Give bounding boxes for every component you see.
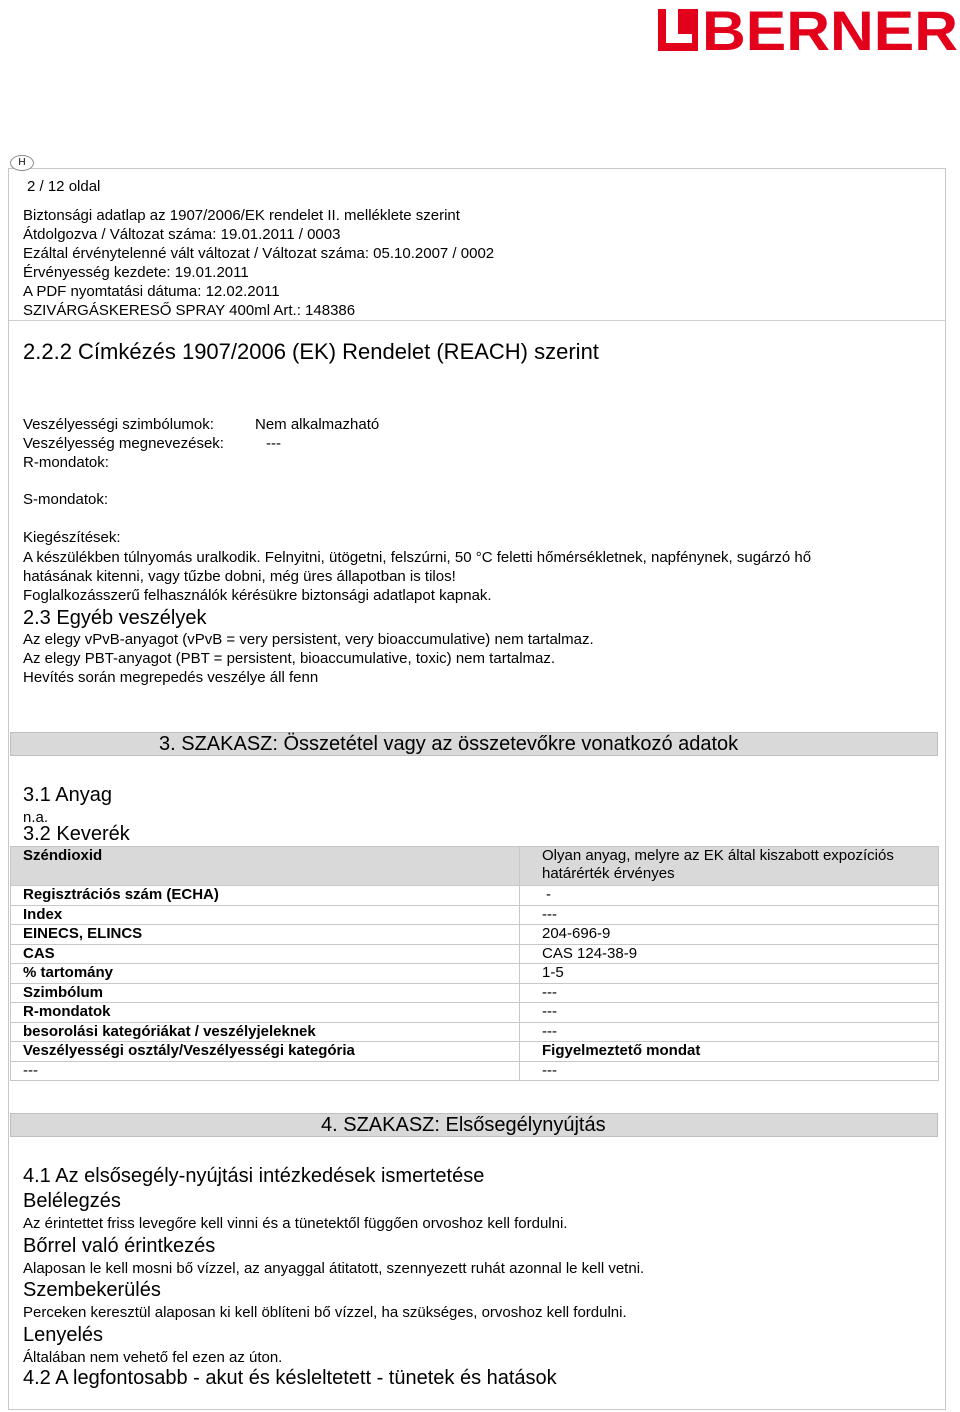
section-4-2-title: 4.2 A legfontosabb - akut és késleltetett - tünetek és hatások <box>23 1367 557 1389</box>
table-cell-key: Széndioxid <box>11 847 520 886</box>
section-4-bar <box>10 1113 938 1137</box>
page-number: 2 / 12 oldal <box>27 178 101 195</box>
header-line-5: A PDF nyomtatási dátuma: 12.02.2011 <box>23 283 280 300</box>
table-cell-key: Szimbólum <box>11 983 520 1003</box>
table-cell-value: Olyan anyag, melyre az EK által kiszabott expozíciós határérték érvényes <box>520 847 939 886</box>
header-line-3: Ezáltal érvénytelenné vált változat / Változat száma: 05.10.2007 / 0002 <box>23 245 495 262</box>
language-badge: H <box>10 155 34 171</box>
header-line-6: SZIVÁRGÁSKERESŐ SPRAY 400ml Art.: 148386 <box>23 302 356 319</box>
r-phrases-label: R-mondatok: <box>23 454 109 471</box>
table-row <box>11 925 939 945</box>
table-cell-value: 204-696-9 <box>520 925 939 945</box>
table-cell-value: --- <box>520 905 939 925</box>
header-divider <box>9 320 945 321</box>
header-line-4: Érvényesség kezdete: 19.01.2011 <box>23 264 249 281</box>
hazard-name-label: Veszélyesség megnevezések: <box>23 435 224 452</box>
header-line-2: Átdolgozva / Változat száma: 19.01.2011 / 0003 <box>23 226 341 243</box>
other-hazard-line-1: Az elegy vPvB-anyagot (vPvB = very persistent, very bioaccumulative) nem tartalmaz. <box>23 631 594 648</box>
table-row <box>11 1003 939 1023</box>
eye-contact-heading: Szembekerülés <box>23 1279 161 1301</box>
table-cell-key: CAS <box>11 944 520 964</box>
table-cell-key: besorolási kategóriákat / veszélyjeleknek <box>11 1022 520 1042</box>
table-row <box>11 944 939 964</box>
table-cell-value: - <box>520 886 939 906</box>
symbols-value: Nem alkalmazható <box>255 416 380 433</box>
table-row <box>11 1022 939 1042</box>
supplements-label: Kiegészítések: <box>23 529 121 546</box>
table-cell-value: CAS 124-38-9 <box>520 944 939 964</box>
other-hazard-line-2: Az elegy PBT-anyagot (PBT = persistent, bioaccumulative, toxic) nem tartalmaz. <box>23 650 556 667</box>
berner-logo <box>656 4 960 54</box>
s-phrases-label: S-mondatok: <box>23 491 109 508</box>
section-3-1-title: 3.1 Anyag <box>23 784 112 806</box>
table-row <box>11 1042 939 1062</box>
hazard-name-value: --- <box>266 435 281 452</box>
table-row <box>11 886 939 906</box>
svg-text:BERNER: BERNER <box>702 4 958 54</box>
table-cell-key: % tartomány <box>11 964 520 984</box>
table-cell-value: Figyelmeztető mondat <box>520 1042 939 1062</box>
other-hazard-line-3: Hevítés során megrepedés veszélye áll fenn <box>23 669 319 686</box>
section-4-1-title: 4.1 Az elsősegély-nyújtási intézkedések ismertetése <box>23 1165 485 1187</box>
table-cell-key: Veszélyességi osztály/Veszélyességi kategória <box>11 1042 520 1062</box>
table-cell-key: Index <box>11 905 520 925</box>
eye-contact-text: Perceken keresztül alaposan ki kell öblíteni bő vízzel, ha szükséges, orvoshoz kell fordulni. <box>23 1304 627 1321</box>
table-cell-value: --- <box>520 1061 939 1081</box>
section-4-title: 4. SZAKASZ: Elsősegélynyújtás <box>321 1114 606 1136</box>
table-cell-key: R-mondatok <box>11 1003 520 1023</box>
symbols-label: Veszélyességi szimbólumok: <box>23 416 214 433</box>
section-3-bar <box>10 732 938 756</box>
ingestion-heading: Lenyelés <box>23 1324 104 1346</box>
skin-contact-text: Alaposan le kell mosni bő vízzel, az anyaggal átitatott, szennyezett ruhát azonnal le kell vetni. <box>23 1260 645 1277</box>
supplement-line-3: Foglalkozásszerű felhasználók kérésükre biztonsági adatlapot kapnak. <box>23 587 492 604</box>
header-line-1: Biztonsági adatlap az 1907/2006/EK rendelet II. melléklete szerint <box>23 207 460 224</box>
composition-table <box>10 846 939 1081</box>
table-row <box>11 905 939 925</box>
ingestion-text: Általában nem vehető fel ezen az úton. <box>23 1349 283 1366</box>
inhalation-heading: Belélegzés <box>23 1190 121 1212</box>
inhalation-text: Az érintettet friss levegőre kell vinni és a tünetektől függően orvoshoz kell fordulni. <box>23 1215 568 1232</box>
table-row <box>11 1061 939 1081</box>
section-2-2-2-title: 2.2.2 Címkézés 1907/2006 (EK) Rendelet (REACH) szerint <box>23 339 599 364</box>
table-cell-key: EINECS, ELINCS <box>11 925 520 945</box>
table-row <box>11 847 939 886</box>
supplement-line-2: hatásának kitenni, vagy tűzbe dobni, még üres állapotban is tilos! <box>23 568 456 585</box>
table-row <box>11 964 939 984</box>
section-3-title: 3. SZAKASZ: Összetétel vagy az összetevőkre vonatkozó adatok <box>159 733 739 755</box>
supplement-line-1: A készülékben túlnyomás uralkodik. Felnyitni, ütögetni, felszúrni, 50 °C feletti hőmérsékletnek, napfénynek, sugárzó hő <box>23 549 812 566</box>
table-cell-value: 1-5 <box>520 964 939 984</box>
table-cell-value: --- <box>520 983 939 1003</box>
table-cell-value: --- <box>520 1003 939 1023</box>
skin-contact-heading: Bőrrel való érintkezés <box>23 1235 216 1257</box>
table-row <box>11 983 939 1003</box>
substance-value: n.a. <box>23 809 49 826</box>
section-3-2-title: 3.2 Keverék <box>23 823 130 845</box>
table-cell-key: --- <box>11 1061 520 1081</box>
section-2-3-title: 2.3 Egyéb veszélyek <box>23 607 207 629</box>
table-cell-key: Regisztrációs szám (ECHA) <box>11 886 520 906</box>
table-cell-value: --- <box>520 1022 939 1042</box>
